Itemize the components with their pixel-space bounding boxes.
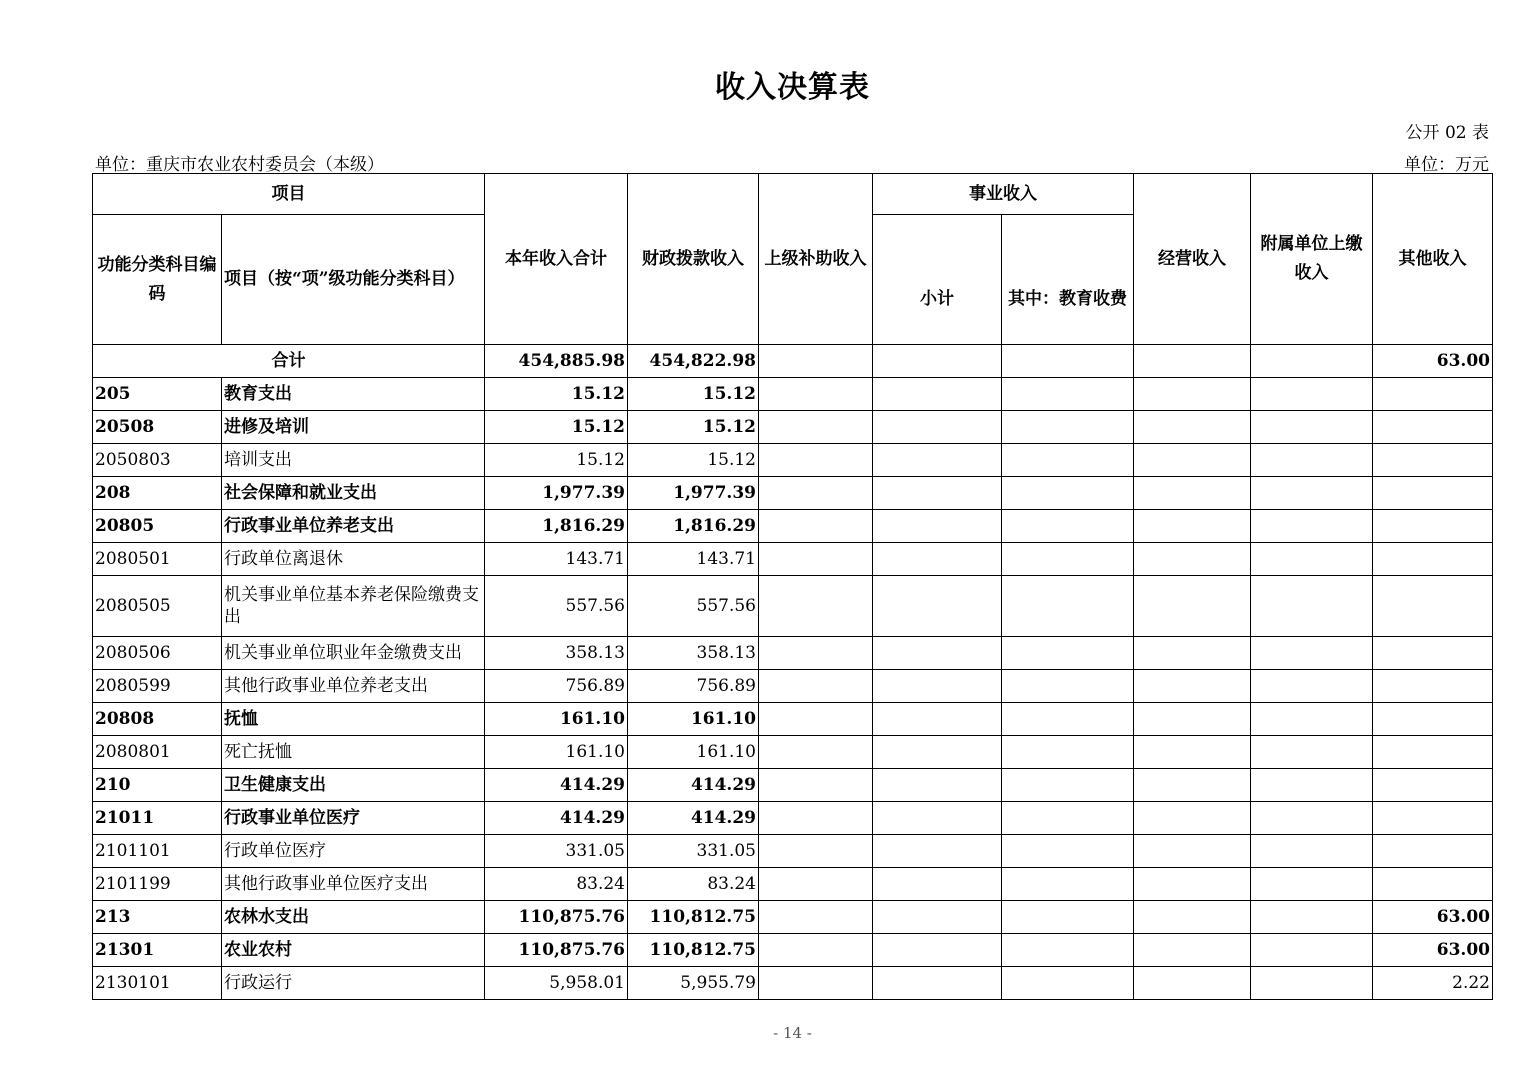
header-item-name: 项目（按“项”级功能分类科目） bbox=[222, 215, 485, 345]
row-name: 农业农村 bbox=[222, 934, 485, 967]
header-superior: 上级补助收入 bbox=[759, 174, 873, 345]
row-other bbox=[1373, 736, 1493, 769]
total-row bbox=[93, 345, 1493, 378]
row-affiliated bbox=[1251, 967, 1373, 1000]
row-superior bbox=[759, 576, 873, 637]
row-subtotal bbox=[873, 835, 1002, 868]
table-row bbox=[93, 736, 1493, 769]
row-superior bbox=[759, 543, 873, 576]
row-fiscal: 161.10 bbox=[628, 736, 759, 769]
row-code: 21011 bbox=[93, 802, 222, 835]
row-total-income: 83.24 bbox=[485, 868, 628, 901]
header-total-income: 本年收入合计 bbox=[485, 174, 628, 345]
row-subtotal bbox=[873, 769, 1002, 802]
row-code: 2080801 bbox=[93, 736, 222, 769]
row-total-income: 110,875.76 bbox=[485, 901, 628, 934]
row-edu-fee bbox=[1002, 444, 1134, 477]
row-code: 210 bbox=[93, 769, 222, 802]
row-edu-fee bbox=[1002, 637, 1134, 670]
row-edu-fee bbox=[1002, 670, 1134, 703]
row-name: 教育支出 bbox=[222, 378, 485, 411]
row-edu-fee bbox=[1002, 835, 1134, 868]
row-code: 2101199 bbox=[93, 868, 222, 901]
header-fiscal: 财政拨款收入 bbox=[628, 174, 759, 345]
row-subtotal bbox=[873, 576, 1002, 637]
row-total-income: 1,977.39 bbox=[485, 477, 628, 510]
row-total-income: 1,816.29 bbox=[485, 510, 628, 543]
table-row bbox=[93, 411, 1493, 444]
row-superior bbox=[759, 444, 873, 477]
row-other bbox=[1373, 444, 1493, 477]
row-affiliated bbox=[1251, 835, 1373, 868]
row-affiliated bbox=[1251, 378, 1373, 411]
row-total-income: 414.29 bbox=[485, 769, 628, 802]
row-fiscal: 557.56 bbox=[628, 576, 759, 637]
table-row bbox=[93, 510, 1493, 543]
row-superior bbox=[759, 670, 873, 703]
row-code: 2080501 bbox=[93, 543, 222, 576]
row-fiscal: 15.12 bbox=[628, 378, 759, 411]
row-total-income: 5,958.01 bbox=[485, 967, 628, 1000]
row-other bbox=[1373, 378, 1493, 411]
row-name: 抚恤 bbox=[222, 703, 485, 736]
row-superior bbox=[759, 736, 873, 769]
row-code: 2130101 bbox=[93, 967, 222, 1000]
row-code: 21301 bbox=[93, 934, 222, 967]
table-row bbox=[93, 543, 1493, 576]
row-other: 2.22 bbox=[1373, 967, 1493, 1000]
row-edu-fee bbox=[1002, 378, 1134, 411]
row-fiscal: 1,977.39 bbox=[628, 477, 759, 510]
row-subtotal bbox=[873, 510, 1002, 543]
row-name: 机关事业单位职业年金缴费支出 bbox=[222, 637, 485, 670]
row-affiliated bbox=[1251, 736, 1373, 769]
row-code: 2080599 bbox=[93, 670, 222, 703]
row-total-income: 756.89 bbox=[485, 670, 628, 703]
row-total-income: 331.05 bbox=[485, 835, 628, 868]
row-code: 20805 bbox=[93, 510, 222, 543]
row-affiliated bbox=[1251, 411, 1373, 444]
row-code: 20808 bbox=[93, 703, 222, 736]
table-row bbox=[93, 802, 1493, 835]
table-row bbox=[93, 703, 1493, 736]
row-operating bbox=[1134, 769, 1251, 802]
row-name: 行政运行 bbox=[222, 967, 485, 1000]
row-operating bbox=[1134, 868, 1251, 901]
row-total-income: 161.10 bbox=[485, 736, 628, 769]
row-subtotal bbox=[873, 703, 1002, 736]
row-fiscal: 5,955.79 bbox=[628, 967, 759, 1000]
row-edu-fee bbox=[1002, 510, 1134, 543]
row-superior bbox=[759, 510, 873, 543]
row-code: 2050803 bbox=[93, 444, 222, 477]
table-row bbox=[93, 576, 1493, 637]
row-fiscal: 358.13 bbox=[628, 637, 759, 670]
row-subtotal bbox=[873, 411, 1002, 444]
row-total-income: 557.56 bbox=[485, 576, 628, 637]
row-other: 63.00 bbox=[1373, 901, 1493, 934]
row-total-income: 15.12 bbox=[485, 378, 628, 411]
row-operating bbox=[1134, 967, 1251, 1000]
row-edu-fee bbox=[1002, 967, 1134, 1000]
row-superior bbox=[759, 378, 873, 411]
row-fiscal: 414.29 bbox=[628, 769, 759, 802]
row-affiliated bbox=[1251, 901, 1373, 934]
row-edu-fee bbox=[1002, 736, 1134, 769]
row-operating bbox=[1134, 835, 1251, 868]
row-operating bbox=[1134, 703, 1251, 736]
row-total-income: 414.29 bbox=[485, 802, 628, 835]
row-operating bbox=[1134, 411, 1251, 444]
row-name: 社会保障和就业支出 bbox=[222, 477, 485, 510]
row-name: 行政事业单位医疗 bbox=[222, 802, 485, 835]
page-number: - 14 - bbox=[773, 1024, 812, 1042]
table-number: 公开 02 表 bbox=[1405, 123, 1489, 143]
row-affiliated bbox=[1251, 576, 1373, 637]
row-affiliated bbox=[1251, 703, 1373, 736]
row-other bbox=[1373, 576, 1493, 637]
header-func-code: 功能分类科目编码 bbox=[93, 215, 222, 345]
row-fiscal: 1,816.29 bbox=[628, 510, 759, 543]
row-edu-fee bbox=[1002, 411, 1134, 444]
row-operating bbox=[1134, 802, 1251, 835]
row-code: 208 bbox=[93, 477, 222, 510]
row-operating bbox=[1134, 670, 1251, 703]
row-operating bbox=[1134, 736, 1251, 769]
row-affiliated bbox=[1251, 444, 1373, 477]
row-edu-fee bbox=[1002, 802, 1134, 835]
row-superior bbox=[759, 901, 873, 934]
row-subtotal bbox=[873, 378, 1002, 411]
row-code: 213 bbox=[93, 901, 222, 934]
row-fiscal: 161.10 bbox=[628, 703, 759, 736]
row-other bbox=[1373, 835, 1493, 868]
row-subtotal bbox=[873, 901, 1002, 934]
table-header bbox=[93, 174, 1493, 345]
header-project: 项目 bbox=[93, 174, 485, 215]
row-subtotal bbox=[873, 868, 1002, 901]
row-total-income: 161.10 bbox=[485, 703, 628, 736]
row-fiscal: 414.29 bbox=[628, 802, 759, 835]
row-superior bbox=[759, 934, 873, 967]
row-other bbox=[1373, 802, 1493, 835]
income-table bbox=[92, 173, 1493, 1000]
row-fiscal: 756.89 bbox=[628, 670, 759, 703]
total-operating-value bbox=[1134, 345, 1251, 378]
row-code: 2080506 bbox=[93, 637, 222, 670]
row-fiscal: 110,812.75 bbox=[628, 901, 759, 934]
row-other bbox=[1373, 477, 1493, 510]
row-total-income: 15.12 bbox=[485, 444, 628, 477]
row-affiliated bbox=[1251, 802, 1373, 835]
row-edu-fee bbox=[1002, 868, 1134, 901]
row-name: 农林水支出 bbox=[222, 901, 485, 934]
page-title: 收入决算表 bbox=[715, 70, 870, 105]
row-subtotal bbox=[873, 637, 1002, 670]
header-edu-fee: 其中：教育收费 bbox=[1002, 215, 1134, 345]
row-subtotal bbox=[873, 543, 1002, 576]
header-other: 其他收入 bbox=[1373, 174, 1493, 345]
total-subtotal-value bbox=[873, 345, 1002, 378]
row-fiscal: 83.24 bbox=[628, 868, 759, 901]
row-edu-fee bbox=[1002, 576, 1134, 637]
row-code: 20508 bbox=[93, 411, 222, 444]
table-row bbox=[93, 901, 1493, 934]
row-superior bbox=[759, 703, 873, 736]
row-other bbox=[1373, 769, 1493, 802]
table-row bbox=[93, 670, 1493, 703]
row-fiscal: 15.12 bbox=[628, 411, 759, 444]
row-other bbox=[1373, 637, 1493, 670]
row-subtotal bbox=[873, 934, 1002, 967]
row-other bbox=[1373, 670, 1493, 703]
row-operating bbox=[1134, 378, 1251, 411]
row-affiliated bbox=[1251, 868, 1373, 901]
row-superior bbox=[759, 835, 873, 868]
table-row bbox=[93, 444, 1493, 477]
row-name: 行政单位离退休 bbox=[222, 543, 485, 576]
row-superior bbox=[759, 802, 873, 835]
row-total-income: 15.12 bbox=[485, 411, 628, 444]
row-edu-fee bbox=[1002, 477, 1134, 510]
row-name: 死亡抚恤 bbox=[222, 736, 485, 769]
row-fiscal: 331.05 bbox=[628, 835, 759, 868]
row-name: 其他行政事业单位养老支出 bbox=[222, 670, 485, 703]
row-operating bbox=[1134, 901, 1251, 934]
total-income-value: 454,885.98 bbox=[485, 345, 628, 378]
unit-currency: 单位：万元 bbox=[1404, 155, 1489, 175]
row-edu-fee bbox=[1002, 703, 1134, 736]
row-subtotal bbox=[873, 967, 1002, 1000]
row-operating bbox=[1134, 543, 1251, 576]
row-name: 机关事业单位基本养老保险缴费支出 bbox=[222, 576, 485, 637]
header-operating: 经营收入 bbox=[1134, 174, 1251, 345]
row-other bbox=[1373, 411, 1493, 444]
row-operating bbox=[1134, 934, 1251, 967]
row-operating bbox=[1134, 510, 1251, 543]
row-affiliated bbox=[1251, 477, 1373, 510]
row-operating bbox=[1134, 477, 1251, 510]
row-superior bbox=[759, 477, 873, 510]
row-other bbox=[1373, 703, 1493, 736]
total-affiliated-value bbox=[1251, 345, 1373, 378]
row-name: 行政事业单位养老支出 bbox=[222, 510, 485, 543]
row-superior bbox=[759, 769, 873, 802]
header-subtotal: 小计 bbox=[873, 215, 1002, 345]
row-subtotal bbox=[873, 736, 1002, 769]
row-fiscal: 110,812.75 bbox=[628, 934, 759, 967]
row-name: 行政单位医疗 bbox=[222, 835, 485, 868]
row-operating bbox=[1134, 576, 1251, 637]
total-edu-fee-value bbox=[1002, 345, 1134, 378]
row-edu-fee bbox=[1002, 934, 1134, 967]
row-edu-fee bbox=[1002, 901, 1134, 934]
row-operating bbox=[1134, 444, 1251, 477]
row-affiliated bbox=[1251, 543, 1373, 576]
row-edu-fee bbox=[1002, 543, 1134, 576]
table-row bbox=[93, 477, 1493, 510]
row-name: 卫生健康支出 bbox=[222, 769, 485, 802]
table-row bbox=[93, 934, 1493, 967]
row-name: 培训支出 bbox=[222, 444, 485, 477]
row-superior bbox=[759, 967, 873, 1000]
row-affiliated bbox=[1251, 769, 1373, 802]
row-total-income: 358.13 bbox=[485, 637, 628, 670]
row-superior bbox=[759, 411, 873, 444]
row-affiliated bbox=[1251, 670, 1373, 703]
row-subtotal bbox=[873, 444, 1002, 477]
row-code: 205 bbox=[93, 378, 222, 411]
total-fiscal-value: 454,822.98 bbox=[628, 345, 759, 378]
row-other bbox=[1373, 868, 1493, 901]
row-subtotal bbox=[873, 477, 1002, 510]
table-row bbox=[93, 967, 1493, 1000]
row-code: 2080505 bbox=[93, 576, 222, 637]
row-subtotal bbox=[873, 670, 1002, 703]
row-total-income: 143.71 bbox=[485, 543, 628, 576]
table-row bbox=[93, 835, 1493, 868]
row-superior bbox=[759, 868, 873, 901]
row-affiliated bbox=[1251, 510, 1373, 543]
header-business: 事业收入 bbox=[873, 174, 1134, 215]
table-body bbox=[93, 345, 1493, 1000]
row-other: 63.00 bbox=[1373, 934, 1493, 967]
row-affiliated bbox=[1251, 934, 1373, 967]
row-name: 进修及培训 bbox=[222, 411, 485, 444]
row-fiscal: 15.12 bbox=[628, 444, 759, 477]
total-other-value: 63.00 bbox=[1373, 345, 1493, 378]
row-code: 2101101 bbox=[93, 835, 222, 868]
row-total-income: 110,875.76 bbox=[485, 934, 628, 967]
header-affiliated: 附属单位上缴收入 bbox=[1251, 174, 1373, 345]
table-row bbox=[93, 769, 1493, 802]
total-superior-value bbox=[759, 345, 873, 378]
row-operating bbox=[1134, 637, 1251, 670]
row-affiliated bbox=[1251, 637, 1373, 670]
table-row bbox=[93, 868, 1493, 901]
total-label: 合计 bbox=[93, 345, 485, 378]
table-row bbox=[93, 378, 1493, 411]
row-subtotal bbox=[873, 802, 1002, 835]
row-fiscal: 143.71 bbox=[628, 543, 759, 576]
row-name: 其他行政事业单位医疗支出 bbox=[222, 868, 485, 901]
row-edu-fee bbox=[1002, 769, 1134, 802]
row-other bbox=[1373, 510, 1493, 543]
unit-organization: 单位：重庆市农业农村委员会（本级） bbox=[95, 155, 384, 175]
row-other bbox=[1373, 543, 1493, 576]
table-row bbox=[93, 637, 1493, 670]
row-superior bbox=[759, 637, 873, 670]
